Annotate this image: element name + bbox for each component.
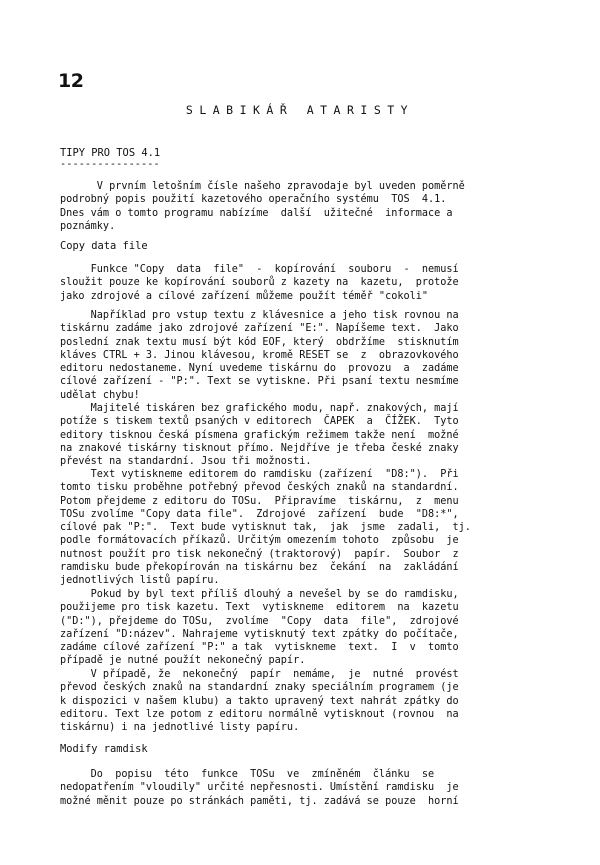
- text-line: ("D:"), přejdeme do TOSu, zvolíme "Copy data file", zdrojové: [60, 615, 459, 627]
- text-line: nedopatřením "vloudily" určité nepřesnosti. Umístění ramdisku je: [60, 782, 459, 794]
- text-line: k dispozici v našem klubu) a takto upravený text nahrát zpátky do: [60, 695, 459, 707]
- text-line: kláves CTRL + 3. Jinou klávesou, kromě RESET se z obrazovkového: [60, 349, 459, 361]
- text-line: editory tisknou česká písmena grafickým režimem takže není možné: [60, 429, 459, 441]
- paragraph-copy-5: [60, 588, 542, 668]
- text-line: možné měnit pouze po stránkách paměti, tj. zadává se pouze horní: [60, 795, 459, 807]
- text-line: Text vytiskneme editorem do ramdisku (zařízení "D8:"). Při: [60, 469, 459, 480]
- text-line: potíže s tiskem textů psaných v editorech ČAPEK a ČÍŽEK. Tyto: [60, 416, 459, 428]
- text-line: editoru. Text lze potom z editoru normálně vytisknout (rovnou na: [60, 708, 459, 720]
- text-line: Potom přejdeme z editoru do TOSu. Připravíme tiskárnu, z menu: [60, 495, 459, 507]
- text-line: použijeme pro tisk kazetu. Text vytiskneme editorem na kazetu: [60, 602, 459, 614]
- text-line: Pokud by byl text příliš dlouhý a nevešel by se do ramdisku,: [60, 589, 459, 600]
- text-line: poslední znak textu musí být kód EOF, který obdržíme stisknutím: [60, 336, 459, 348]
- text-line: podrobný popis použití kazetového operačního systému TOS 4.1.: [60, 194, 447, 206]
- text-line: případě je nutné použít nekonečný papír.: [60, 655, 306, 667]
- text-line: cílové pak "P:". Text bude vytisknut tak, jak jsme zadali, tj.: [60, 522, 471, 534]
- heading-underline: ----------------: [60, 159, 160, 170]
- text-line: podle formátovacích příkazů. Určitým omezením tohoto způsobu je: [60, 535, 459, 547]
- text-line: Majitelé tiskáren bez grafického modu, např. znakových, mají: [60, 403, 459, 414]
- text-line: udělat chybu!: [60, 389, 140, 401]
- text-line: zadáme cílové zařízení "P:" a tak vytiskneme text. I v tomto: [60, 642, 459, 654]
- text-line: V prvním letošním čísle našeho zpravodaje byl uveden poměrně: [60, 181, 465, 192]
- text-line: sloužit pouze ke kopírování souborů z kazety na kazetu, protože: [60, 277, 459, 289]
- text-line: editoru nedostaneme. Nyní uvedeme tiskárnu do provozu a zadáme: [60, 363, 459, 375]
- paragraph-copy-6: [60, 668, 542, 734]
- section-heading-copy: Copy data file: [60, 240, 148, 252]
- section-heading-tos: TIPY PRO TOS 4.1: [60, 147, 161, 159]
- paragraph-copy-4: [60, 468, 542, 588]
- text-line: Do popisu této funkce TOSu ve zmíněném článku se: [60, 769, 435, 780]
- text-line: tomto tisku proběhne potřebný převod českých znaků na standardní.: [60, 482, 459, 494]
- text-line: Funkce "Copy data file" - kopírování souboru - nemusí: [60, 264, 459, 275]
- text-line: cílové zařízení - "P:". Text se vytiskne. Při psaní textu nesmíme: [60, 376, 459, 388]
- text-line: ramdisku bude překopírován na tiskárnu bez čekání na zakládání: [60, 562, 459, 574]
- text-line: jako zdrojové a cílové zařízení můžeme použít téměř "cokoli": [60, 290, 429, 302]
- text-line: tiskárnu) i na jednotlivé listy papíru.: [60, 722, 300, 734]
- text-line: poznámky.: [60, 220, 116, 232]
- text-line: Například pro vstup textu z klávesnice a jeho tisk rovnou na: [60, 310, 459, 321]
- text-line: zařízení "D:název". Nahrajeme vytisknutý text zpátky do počítače,: [60, 628, 459, 640]
- page-number: 12: [58, 70, 84, 92]
- text-line: převést na standardní. Jsou tři možnosti.: [60, 456, 312, 468]
- text-line: V případě, že nekonečný papír nemáme, je nutné provést: [60, 669, 459, 680]
- text-line: převod českých znaků na standardní znaky speciálním programem (je: [60, 682, 459, 694]
- text-line: na znakové tiskárny tisknout přímo. Nejdříve je třeba české znaky: [60, 442, 459, 454]
- text-line: jednotlivých listů papíru.: [60, 575, 220, 587]
- text-line: Dnes vám o tomto programu nabízíme další užitečné informace a: [60, 207, 453, 219]
- page-title: SLABIKÁŘ ATARISTY: [185, 103, 415, 117]
- paragraph-copy-3: [60, 402, 542, 468]
- paragraph-copy-1: [60, 263, 542, 303]
- intro-paragraph: [60, 180, 542, 233]
- paragraph-ramdisk-1: [60, 768, 542, 808]
- text-line: TOSu zvolíme "Copy data file". Zdrojové zařízení bude "D8:*",: [60, 508, 459, 520]
- text-line: tiskárnu zadáme jako zdrojové zařízení "E:". Napíšeme text. Jako: [60, 323, 459, 335]
- paragraph-copy-2: [60, 309, 542, 402]
- text-line: nutnost použít pro tisk nekonečný (traktorový) papír. Soubor z: [60, 548, 459, 560]
- section-heading-ramdisk: Modify ramdisk: [60, 743, 148, 755]
